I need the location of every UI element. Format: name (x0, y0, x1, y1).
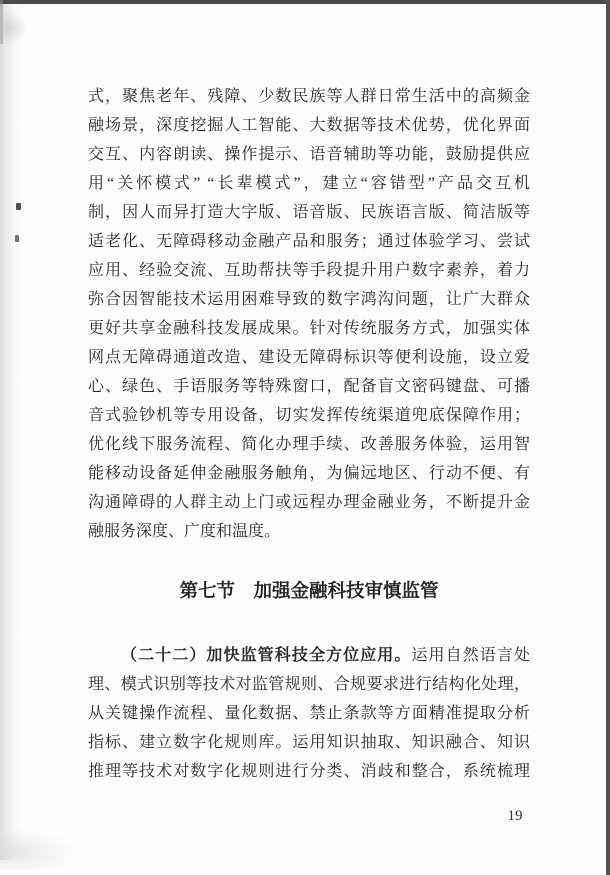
body-line: 适老化、无障碍移动金融产品和服务；通过体验学习、尝试 (88, 233, 530, 250)
body-line: 制，因人而异打造大字版、语音版、民族语言版、简洁版等 (88, 204, 530, 221)
body-line (88, 641, 530, 670)
scan-speck (16, 203, 21, 210)
body-line: 优化线下服务流程、简化办理手续、改善服务体验，运用智 (88, 436, 530, 453)
paragraph-clause-22 (88, 641, 530, 786)
body-line: 沟通障碍的人群主动上门或远程办理金融业务，不断提升金 (88, 494, 530, 511)
body-line: 交互、内容朗读、操作提示、语音辅助等功能，鼓励提供应 (88, 146, 530, 163)
section-heading: 第七节 加强金融科技审慎监管 (179, 582, 439, 602)
body-line: 心、绿色、手语服务等特殊窗口，配备盲文密码键盘、可播 (88, 378, 530, 395)
body-line: 能移动设备延伸金融服务触角，为偏远地区、行动不便、有 (88, 465, 530, 482)
body-line: 推理等技术对数字化规则进行分类、消歧和整合，系统梳理 (88, 763, 530, 780)
body-line: 弥合因智能技术运用困难导致的数字鸿沟问题，让广大群众 (88, 291, 530, 308)
body-line: 用“关怀模式” “长辈模式”，建立“容错型”产品交互机 (88, 175, 530, 192)
body-line: 更好共享金融科技发展成果。针对传统服务方式，加强实体 (88, 320, 530, 337)
scan-gutter-shadow (0, 4, 28, 860)
clause-lead-label: （二十二）加快监管科技全方位应用。 (121, 647, 412, 664)
scan-edge-top (0, 0, 610, 4)
scan-smudge-bottom-left (0, 828, 80, 870)
body-line: 融场景，深度挖掘人工智能、大数据等技术优势，优化界面 (88, 117, 530, 134)
body-line: 应用、经验交流、互助帮扶等手段提升用户数字素养，着力 (88, 262, 530, 279)
clause-line-rest: 运用自然语言处 (411, 647, 530, 664)
body-line: 融服务深度、广度和温度。 (88, 523, 281, 540)
body-line: 网点无障碍通道改造、建设无障碍标识等便利设施，设立爱 (88, 349, 530, 366)
scan-edge-right (606, 0, 610, 875)
paragraph-continuation (88, 82, 530, 546)
body-line: 音式验钞机等专用设备，切实发挥传统渠道兜底保障作用； (88, 407, 530, 424)
page-number: 19 (507, 808, 523, 824)
body-line: 指标、建立数字化规则库。运用知识抽取、知识融合、知识 (88, 734, 530, 751)
body-line: 理、模式识别等技术对监管规则、合规要求进行结构化处理， (88, 676, 530, 693)
scan-speck (15, 235, 19, 242)
scan-gutter-top-blob (0, 12, 26, 44)
body-line: 从关键操作流程、量化数据、禁止条款等方面精准提取分析 (88, 705, 530, 722)
body-line: 式，聚焦老年、残障、少数民族等人群日常生活中的高频金 (88, 88, 530, 105)
